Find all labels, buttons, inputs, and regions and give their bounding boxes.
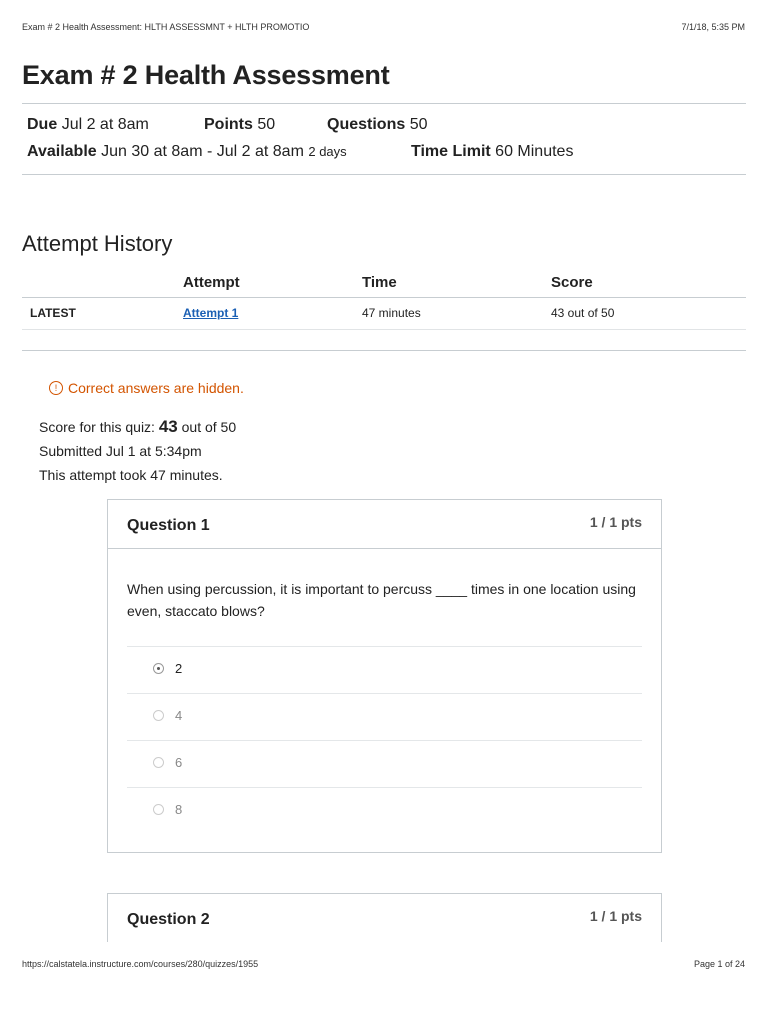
answer-option[interactable] bbox=[127, 646, 642, 693]
quiz-meta-row-1 bbox=[27, 116, 149, 134]
table-header-divider bbox=[22, 297, 746, 298]
score-value: 43 bbox=[158, 417, 178, 436]
page-number: Page 1 of 24 bbox=[693, 959, 745, 969]
radio-icon[interactable] bbox=[153, 804, 164, 815]
answer-label: 2 bbox=[175, 661, 183, 676]
question-title: Question 2 bbox=[127, 911, 210, 928]
latest-tag: LATEST bbox=[30, 306, 76, 320]
answer-label: 8 bbox=[175, 802, 183, 817]
score-suffix: out of 50 bbox=[177, 419, 237, 435]
question-header bbox=[108, 500, 661, 549]
submitted-time: Submitted Jul 1 at 5:34pm bbox=[39, 443, 202, 459]
answers-hidden-notice bbox=[49, 380, 244, 396]
attempt-score: 43 out of 50 bbox=[551, 306, 615, 320]
radio-selected-icon[interactable] bbox=[153, 663, 164, 674]
question-points: 1 / 1 pts bbox=[589, 514, 642, 530]
questions-label: Questions bbox=[327, 116, 406, 133]
radio-icon[interactable] bbox=[153, 757, 164, 768]
question-points: 1 / 1 pts bbox=[589, 908, 642, 924]
divider bbox=[22, 350, 746, 351]
attempt-time: 47 minutes bbox=[362, 306, 421, 320]
answer-list bbox=[127, 646, 642, 834]
divider bbox=[22, 103, 746, 104]
time-limit-meta bbox=[411, 143, 573, 161]
column-header-score: Score bbox=[551, 274, 593, 291]
quiz-score bbox=[39, 417, 236, 437]
question-title: Question 1 bbox=[127, 517, 210, 534]
points-label: Points bbox=[204, 116, 253, 133]
attempt-duration: This attempt took 47 minutes. bbox=[39, 467, 223, 483]
print-header bbox=[22, 22, 745, 32]
question-card bbox=[107, 893, 662, 942]
radio-icon[interactable] bbox=[153, 710, 164, 721]
questions-value: 50 bbox=[409, 116, 428, 133]
due-label: Due bbox=[27, 116, 58, 133]
print-header-datetime: 7/1/18, 5:35 PM bbox=[681, 22, 745, 32]
info-icon: ! bbox=[49, 381, 63, 395]
page-title: Exam # 2 Health Assessment bbox=[22, 60, 390, 90]
answer-option[interactable] bbox=[127, 740, 642, 787]
divider bbox=[22, 174, 746, 175]
attempt-history-heading: Attempt History bbox=[22, 231, 173, 256]
question-text: When using percussion, it is important to percuss ____ times in one location using even, staccato blows? bbox=[127, 581, 636, 619]
question-card bbox=[107, 499, 662, 853]
time-limit-value: 60 Minutes bbox=[495, 143, 574, 160]
points-value: 50 bbox=[257, 116, 276, 133]
questions-meta bbox=[327, 116, 427, 134]
available-label: Available bbox=[27, 143, 97, 160]
due-value: Jul 2 at 8am bbox=[61, 116, 149, 133]
answer-option[interactable] bbox=[127, 693, 642, 740]
answer-label: 6 bbox=[175, 755, 183, 770]
answer-label: 4 bbox=[175, 708, 183, 723]
time-limit-label: Time Limit bbox=[411, 143, 491, 160]
available-duration: 2 days bbox=[308, 144, 347, 159]
attempt-1-link[interactable]: Attempt 1 bbox=[183, 306, 239, 320]
score-prefix: Score for this quiz: bbox=[39, 419, 159, 435]
answers-hidden-text: Correct answers are hidden. bbox=[68, 380, 244, 396]
available-meta bbox=[27, 143, 347, 161]
print-footer-url: https://calstatela.instructure.com/courses/280/quizzes/1955 bbox=[22, 959, 259, 969]
column-header-attempt: Attempt bbox=[183, 274, 240, 291]
points-meta bbox=[204, 116, 275, 134]
available-value: Jun 30 at 8am - Jul 2 at 8am bbox=[101, 143, 304, 160]
question-header bbox=[108, 894, 661, 942]
print-header-title: Exam # 2 Health Assessment: HLTH ASSESSMNT + HLTH PROMOTIO bbox=[22, 22, 310, 32]
column-header-time: Time bbox=[362, 274, 397, 291]
print-footer bbox=[22, 959, 745, 969]
answer-option[interactable] bbox=[127, 787, 642, 834]
table-row-divider bbox=[22, 329, 746, 330]
